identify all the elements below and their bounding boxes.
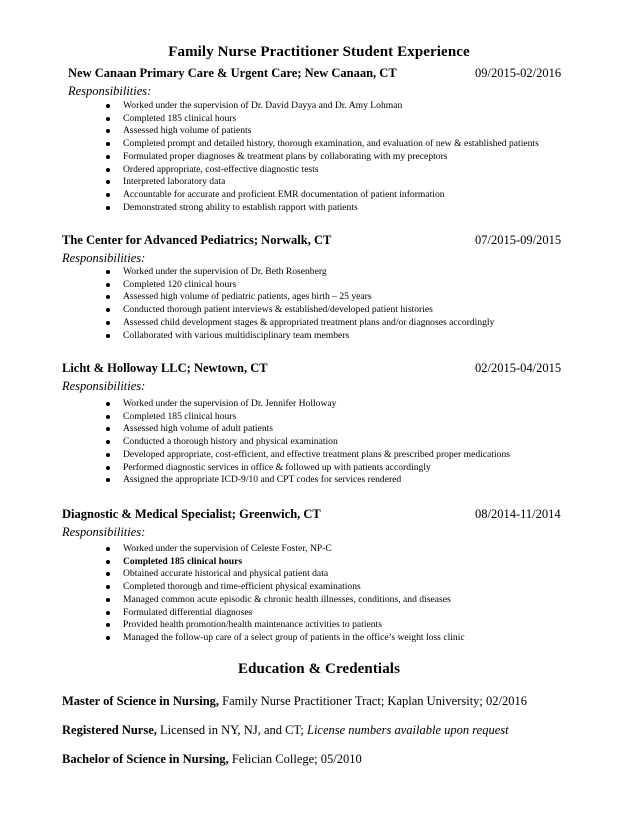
list-item: Conducted a thorough history and physical examination [105, 436, 510, 449]
list-item: Completed 185 clinical hours [105, 411, 510, 424]
education-entry-msn [62, 694, 527, 709]
list-item: Completed 185 clinical hours [105, 556, 465, 569]
list-item: Assessed high volume of adult patients [105, 423, 510, 436]
education-entry-rn [62, 723, 509, 738]
list-item: Interpreted laboratory data [105, 176, 539, 189]
degree-details: Felician College; 05/2010 [228, 752, 362, 766]
degree-name: Master of Science in Nursing, [62, 694, 220, 708]
job-dates: 09/2015-02/2016 [475, 66, 562, 80]
degree-details: Family Nurse Practitioner Tract; Kaplan University; 02/2016 [219, 694, 527, 708]
list-item: Developed appropriate, cost-efficient, and effective treatment plans & prescribed proper medications [105, 449, 510, 462]
list-item: Worked under the supervision of Dr. David Dayya and Dr. Amy Lohman [105, 100, 539, 113]
list-item: Formulated proper diagnoses & treatment plans by collaborating with my preceptors [105, 151, 539, 164]
responsibilities-label: Responsibilities: [62, 251, 146, 265]
list-item: Assessed high volume of patients [105, 125, 539, 138]
degree-name: Bachelor of Science in Nursing, [62, 752, 229, 766]
list-item: Demonstrated strong ability to establish rapport with patients [105, 202, 539, 215]
list-item: Worked under the supervision of Dr. Beth Rosenberg [105, 266, 494, 279]
list-item: Worked under the supervision of Dr. Jennifer Holloway [105, 398, 510, 411]
list-item: Completed 185 clinical hours [105, 113, 539, 126]
bullet-list [105, 100, 539, 214]
job-title: Licht & Holloway LLC; Newtown, CT [62, 361, 268, 375]
job-entry [0, 361, 638, 377]
job-entry [0, 66, 638, 82]
job-header [0, 66, 638, 82]
job-header [0, 233, 638, 249]
job-entry [0, 233, 638, 249]
responsibilities-label: Responsibilities: [62, 525, 146, 539]
job-title: Diagnostic & Medical Specialist; Greenwich, CT [62, 507, 321, 521]
credential-note: License numbers available upon request [307, 723, 509, 737]
education-heading: Education & Credentials [237, 661, 401, 677]
job-dates: 02/2015-04/2015 [475, 361, 562, 375]
list-item: Accountable for accurate and proficient EMR documentation of patient information [105, 189, 539, 202]
list-item: Assessed child development stages & appropriated treatment plans and/or diagnoses accordingly [105, 317, 494, 330]
list-item: Assigned the appropriate ICD-9/10 and CPT codes for services rendered [105, 474, 510, 487]
list-item: Collaborated with various multidisciplinary team members [105, 330, 494, 343]
list-item: Assessed high volume of pediatric patients, ages birth – 25 years [105, 291, 494, 304]
list-item: Formulated differential diagnoses [105, 607, 465, 620]
bullet-list [105, 543, 465, 645]
job-title: The Center for Advanced Pediatrics; Norwalk, CT [62, 233, 332, 247]
list-item: Completed 120 clinical hours [105, 279, 494, 292]
list-item: Worked under the supervision of Celeste Foster, NP-C [105, 543, 465, 556]
responsibilities-label: Responsibilities: [68, 84, 152, 98]
list-item: Conducted thorough patient interviews & established/developed patient histories [105, 304, 494, 317]
job-dates: 08/2014-11/2014 [475, 507, 561, 521]
list-item: Performed diagnostic services in office & followed up with patients accordingly [105, 462, 510, 475]
job-header [0, 361, 638, 377]
credential-name: Registered Nurse, [62, 723, 157, 737]
list-item: Managed the follow-up care of a select group of patients in the office’s weight loss clinic [105, 632, 465, 645]
job-dates: 07/2015-09/2015 [475, 233, 562, 247]
education-entry-bsn [62, 752, 362, 767]
list-item: Ordered appropriate, cost-effective diagnostic tests [105, 164, 539, 177]
responsibilities-label: Responsibilities: [62, 379, 146, 393]
job-header [0, 507, 638, 523]
list-item: Managed common acute episodic & chronic health illnesses, conditions, and diseases [105, 594, 465, 607]
list-item: Provided health promotion/health maintenance activities to patients [105, 619, 465, 632]
list-item: Obtained accurate historical and physical patient data [105, 568, 465, 581]
list-item: Completed prompt and detailed history, thorough examination, and evaluation of new & established patients [105, 138, 539, 151]
list-item: Completed thorough and time-efficient physical examinations [105, 581, 465, 594]
experience-heading: Family Nurse Practitioner Student Experience [168, 44, 470, 60]
bullet-list [105, 266, 494, 342]
bullet-list [105, 398, 510, 487]
credential-details: Licensed in NY, NJ, and CT; [156, 723, 307, 737]
job-entry [0, 507, 638, 523]
job-title: New Canaan Primary Care & Urgent Care; New Canaan, CT [68, 66, 397, 80]
